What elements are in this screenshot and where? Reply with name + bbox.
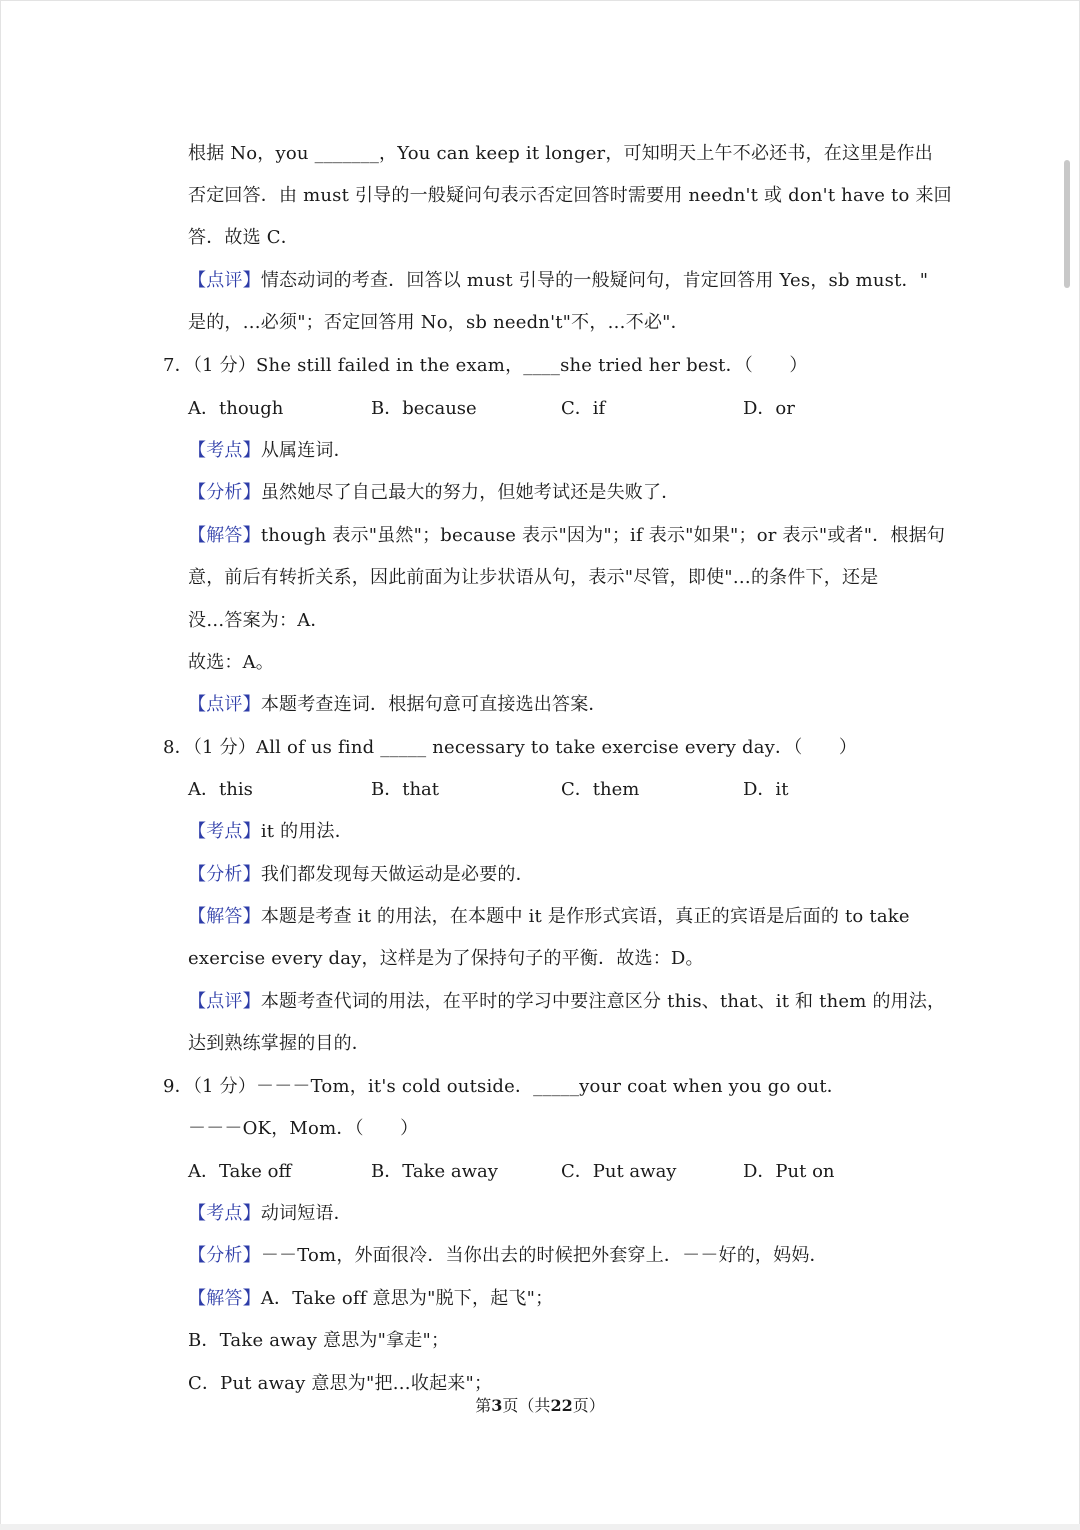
question-9-reply: －－－OK，Mom．（ ） [188,1118,419,1139]
option-b: B．because [371,398,477,419]
question-7: 7．（1 分）She still failed in the exam，____she tried her best．（ ） [163,355,808,376]
dianping-text: 本题考查代词的用法，在平时的学习中要注意区分 this、that、it 和 them 的用法， [260,991,946,1012]
option-c: C．them [561,779,640,800]
kaodian-line [188,821,353,843]
kaodian-text: 从属连词． [260,440,352,461]
option-d: D．Put on [743,1161,835,1182]
fenxi-tag: 【分析】 [188,482,261,503]
kaodian-line [188,440,352,462]
fenxi-text: 虽然她尽了自己最大的努力，但她考试还是失败了． [260,482,680,503]
fenxi-text: －－Tom，外面很冷．当你出去的时候把外套穿上．－－好的，妈妈． [260,1245,828,1266]
scrollbar-thumb[interactable] [1064,160,1070,288]
text-line: 根据 No，you _______，You can keep it longer，可知明天上午不必还书，在这里是作出 [188,143,933,164]
kaodian-line [188,1203,352,1225]
text-line: 没…答案为：A． [188,610,329,631]
footer-suffix: 页） [572,1396,605,1415]
jieda-tag: 【解答】 [188,1288,261,1309]
footer-total-pages: 22 [550,1396,573,1415]
comment-line [188,270,928,292]
jieda-line [188,525,945,547]
dianping-tag: 【点评】 [188,694,261,715]
text-line: C．Put away 意思为"把…收起来"； [188,1373,493,1394]
comment-text: 情态动词的考查．回答以 must 引导的一般疑问句，肯定回答用 Yes，sb must．" [260,270,929,291]
fenxi-line [188,1245,828,1267]
fenxi-tag: 【分析】 [188,864,261,885]
fenxi-line [188,482,679,504]
text-line: 是的，…必须"；否定回答用 No，sb needn't"不，…不必"． [188,312,689,333]
text-line: 达到熟练掌握的目的． [188,1033,370,1054]
question-8: 8．（1 分）All of us find _____ necessary to take exercise every day．（ ） [163,737,858,758]
kaodian-tag: 【考点】 [188,1203,261,1224]
dianping-text: 本题考查连词．根据句意可直接选出答案． [260,694,607,715]
text-line: 意，前后有转折关系，因此前面为让步状语从句，表示"尽管，即使"…的条件下，还是 [188,567,879,588]
option-c: C．Put away [561,1161,677,1182]
dianping-line [188,694,607,716]
footer-middle: 页（共 [502,1396,551,1415]
fenxi-tag: 【分析】 [188,1245,261,1266]
comment-tag: 【点评】 [188,270,261,291]
option-a: A．this [188,779,253,800]
dianping-line [188,991,945,1013]
option-c: C．if [561,398,606,419]
jieda-line [188,906,910,928]
kaodian-tag: 【考点】 [188,440,261,461]
jieda-text: though 表示"虽然"；because 表示"因为"；if 表示"如果"；or 表示"或者"．根据句 [260,525,946,546]
fenxi-text: 我们都发现每天做运动是必要的． [260,864,534,885]
footer-prefix: 第 [475,1396,492,1415]
bottom-strip [0,1524,1080,1530]
kaodian-tag: 【考点】 [188,821,261,842]
jieda-text: A．Take off 意思为"脱下，起飞"； [260,1288,554,1309]
option-b: B．that [371,779,440,800]
option-a: A．Take off [188,1161,292,1182]
option-d: D．it [743,779,789,800]
option-a: A．though [188,398,284,419]
jieda-line [188,1288,553,1310]
footer-page-number: 3 [491,1396,503,1415]
option-d: D．or [743,398,795,419]
page-footer [0,1396,1080,1416]
text-line: B．Take away 意思为"拿走"； [188,1330,450,1351]
jieda-tag: 【解答】 [188,906,261,927]
text-line: exercise every day，这样是为了保持句子的平衡．故选：D。 [188,948,704,969]
text-line: 否定回答．由 must 引导的一般疑问句表示否定回答时需要用 needn't 或 don't have to 来回 [188,185,952,206]
fenxi-line [188,864,534,886]
jieda-text: 本题是考查 it 的用法，在本题中 it 是作形式宾语，真正的宾语是后面的 to take [260,906,910,927]
jieda-tag: 【解答】 [188,525,261,546]
kaodian-text: it 的用法． [260,821,353,842]
option-b: B．Take away [371,1161,498,1182]
question-9: 9．（1 分）－－－Tom，it's cold outside．_____your coat when you go out． [163,1076,845,1097]
answer-line: 故选：A。 [188,652,274,673]
text-line: 答．故选 C． [188,227,299,248]
kaodian-text: 动词短语． [260,1203,352,1224]
dianping-tag: 【点评】 [188,991,261,1012]
